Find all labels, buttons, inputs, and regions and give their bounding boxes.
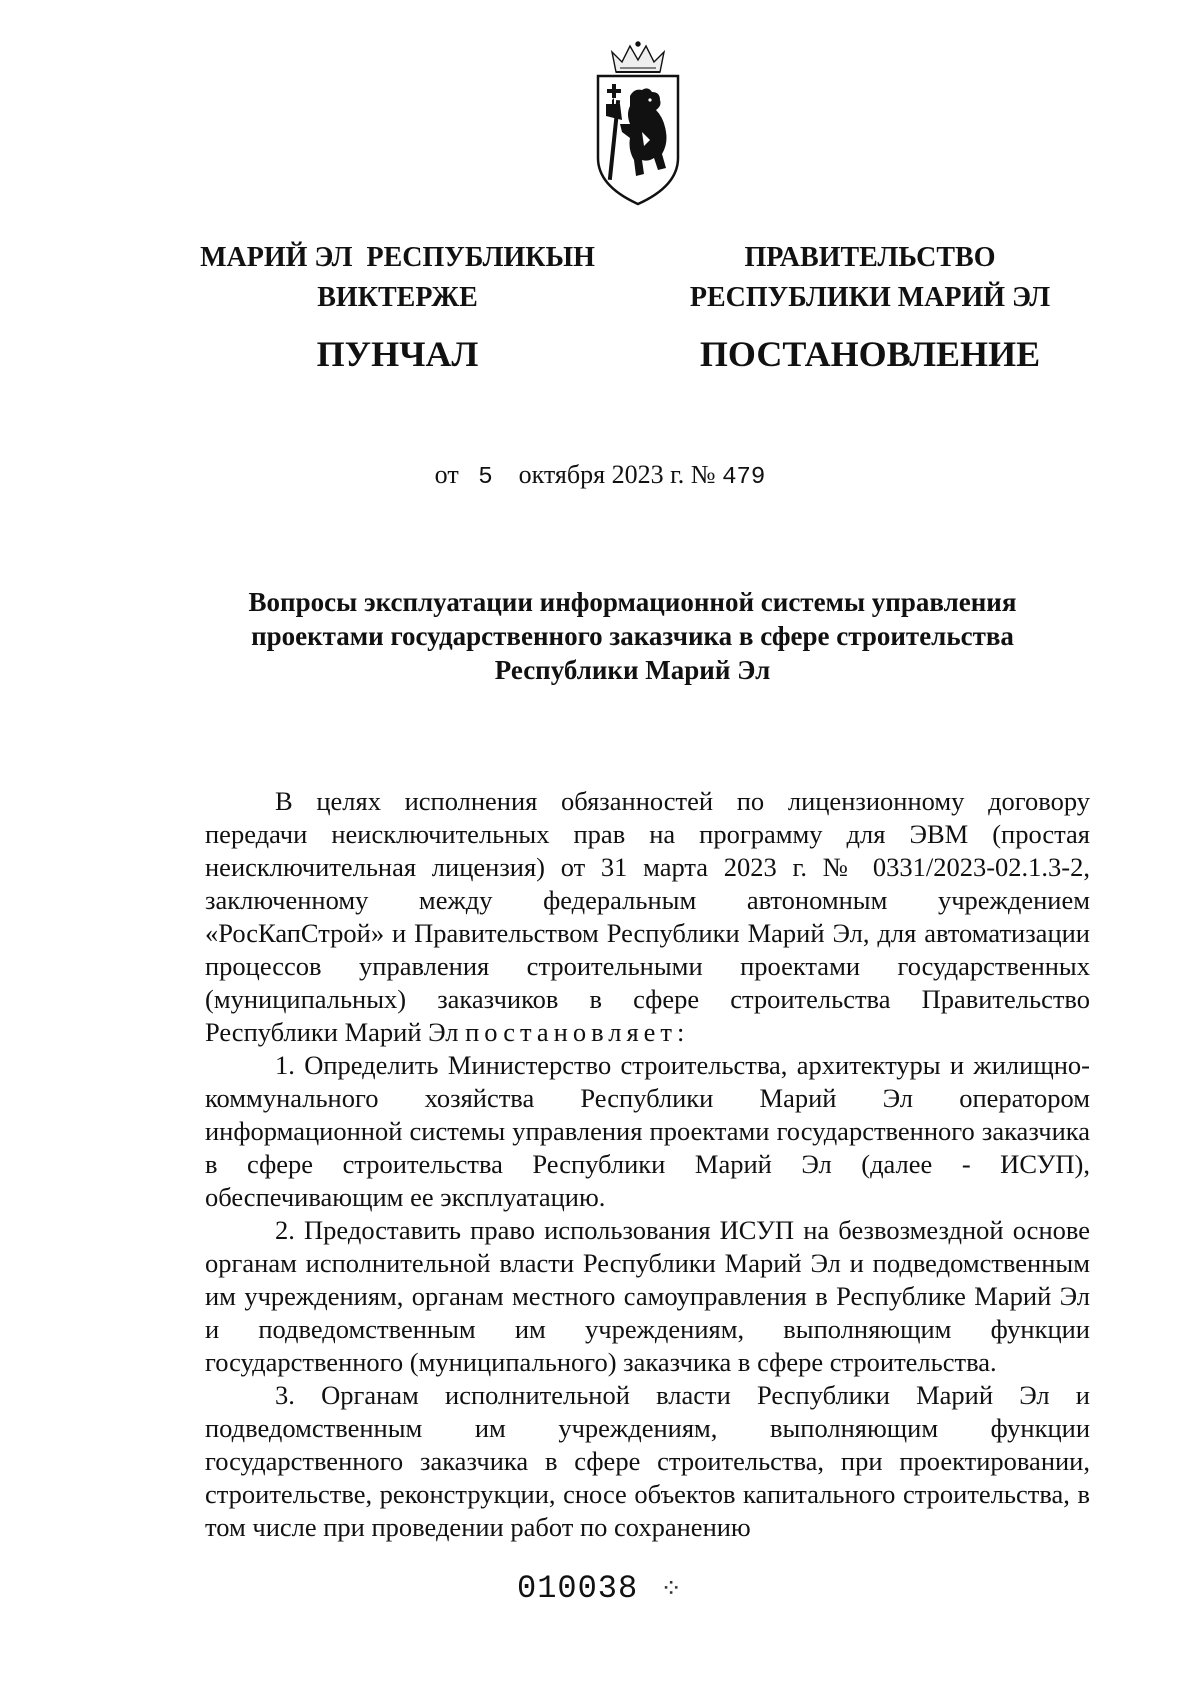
date-month-year: октября 2023 г. № bbox=[518, 460, 716, 489]
title-line2: проектами государственного заказчика в сфере строительства bbox=[251, 621, 1014, 651]
header-right-doc-type: ПОСТАНОВЛЕНИЕ bbox=[699, 334, 1041, 374]
item-3-paragraph: 3. Органам исполнительной власти Республики Марий Эл и подведомственным им учреждениям, выполняющим функции государственного заказчика в сфере строительства, при проектировании, строительстве, реконструкции, сносе объектов капитального строительства, в том числе при проведении работ по сохранению bbox=[205, 1380, 1090, 1542]
document-body bbox=[205, 785, 1090, 1544]
page-serial-number: 010038 bbox=[516, 1570, 639, 1607]
date-day: 5 bbox=[478, 464, 493, 491]
preamble-paragraph bbox=[205, 785, 1090, 1049]
item-2-paragraph: 2. Предоставить право использования ИСУП на безвозмездной основе органам исполнительной власти Республики Марий Эл и подведомственным им учреждениям, органам местного самоуправления в Республике Марий Эл и подведомственным им учреждениям, выполняющим функции государственного (муниципального) заказчика в сфере строительства. bbox=[205, 1215, 1090, 1377]
header-left-line2: ВИКТЕРЖЕ bbox=[317, 282, 478, 313]
date-line bbox=[0, 460, 1200, 491]
preamble-text: В целях исполнения обязанностей по лицензионному договору передачи неисключительных прав на программу для ЭВМ (простая неисключительная лицензия) от 31 марта 2023 г. № 0331/2023-02.1.3-2, заключенному между федеральным автономным учреждением «РосКапСтрой» и Правительством Республики Марий Эл, для автоматизации процессов управления строительными проектами государственных (муниципальных) заказчиков в сфере строительства Правительство Республики Марий Эл bbox=[205, 786, 1090, 1047]
document-title bbox=[180, 585, 1085, 687]
coat-of-arms-icon bbox=[590, 40, 686, 210]
title-line1: Вопросы эксплуатации информационной системы управления bbox=[248, 587, 1017, 617]
date-prefix: от bbox=[434, 460, 459, 489]
header-mari-block bbox=[180, 238, 615, 376]
asterism-mark: ⁘ bbox=[660, 1575, 683, 1605]
header-right-line1: ПРАВИТЕЛЬСТВО bbox=[744, 242, 996, 273]
decree-word: постановляет: bbox=[465, 1017, 690, 1047]
header-left-doc-type: ПУНЧАЛ bbox=[316, 334, 479, 374]
header-left-line1: МАРИЙ ЭЛ РЕСПУБЛИКЫН bbox=[200, 242, 595, 273]
title-line3: Республики Марий Эл bbox=[494, 655, 771, 685]
page-serial-footer bbox=[0, 1570, 1200, 1607]
item-1-paragraph: 1. Определить Министерство строительства, архитектуры и жилищно-коммунального хозяйства Республики Марий Эл оператором информационной системы управления проектами государственного заказчика в сфере строительства Республики Марий Эл (далее - ИСУП), обеспечивающим ее эксплуатацию. bbox=[205, 1050, 1090, 1212]
document-number: 479 bbox=[722, 464, 766, 491]
crown-icon bbox=[612, 42, 664, 72]
header-right-line2: РЕСПУБЛИКИ МАРИЙ ЭЛ bbox=[689, 282, 1051, 313]
header-russian-block bbox=[660, 238, 1080, 376]
